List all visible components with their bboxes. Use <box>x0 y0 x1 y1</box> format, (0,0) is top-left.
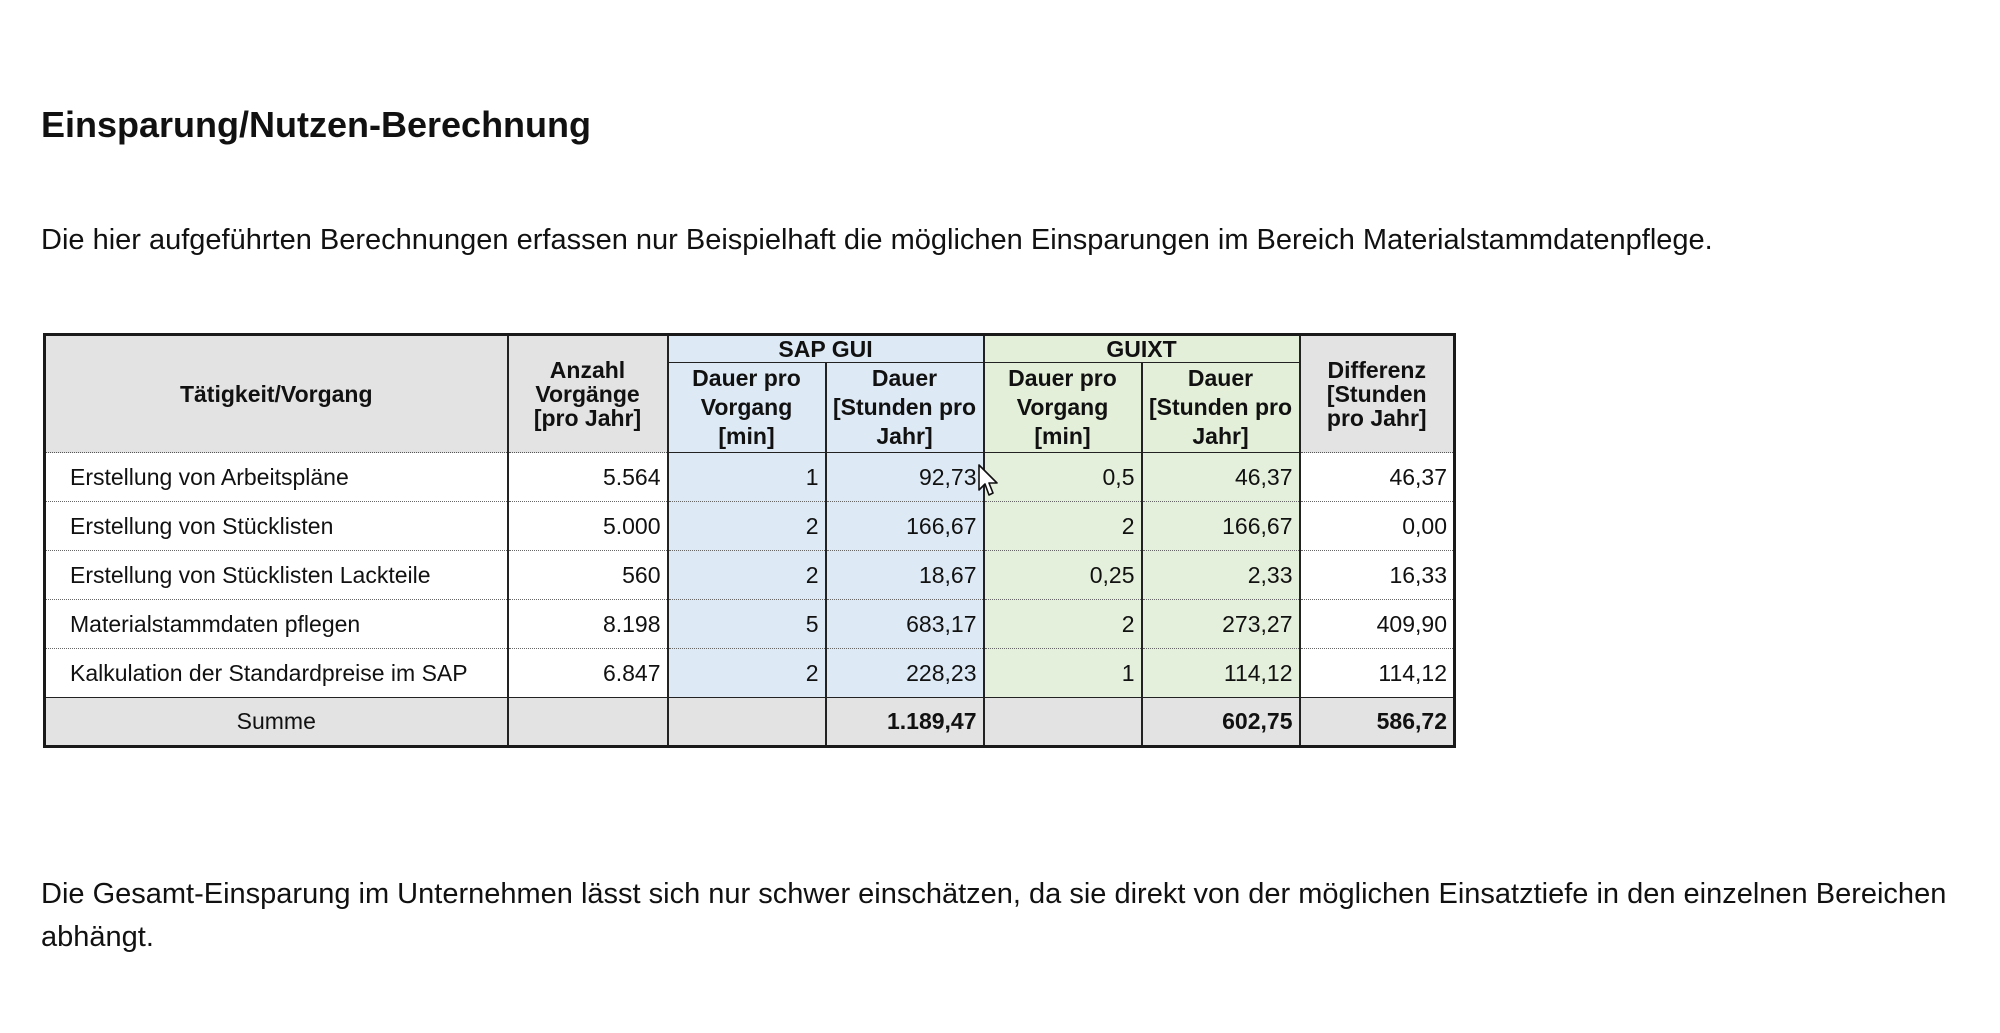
outro-paragraph: Die Gesamt-Einsparung im Unternehmen lässt sich nur schwer einschätzen, da sie direkt von der möglichen Einsatztiefe in den einzelnen Bereichen abhängt. <box>41 878 1947 953</box>
cell-guixt-min: 2 <box>984 600 1142 649</box>
cell-difference: 114,12 <box>1300 649 1455 698</box>
cell-difference: 46,37 <box>1300 453 1455 502</box>
cell-guixt-min: 0,25 <box>984 551 1142 600</box>
cell-guixt-min: 0,5 <box>984 453 1142 502</box>
table-row <box>45 502 1455 551</box>
intro-paragraph: Die hier aufgeführten Berechnungen erfassen nur Beispielhaft die möglichen Einsparungen im Bereich Materialstammdatenpflege. <box>41 224 1713 256</box>
table-row <box>45 453 1455 502</box>
savings-table-container <box>43 333 1456 748</box>
cell-guixt-min: 2 <box>984 502 1142 551</box>
cell-sap-min: 2 <box>668 502 826 551</box>
page-title: Einsparung/Nutzen-Berechnung <box>41 104 592 145</box>
mouse-cursor-icon <box>978 464 1000 498</box>
cell-difference: 409,90 <box>1300 600 1455 649</box>
cell-activity: Erstellung von Stücklisten Lackteile <box>45 551 508 600</box>
cell-count: 5.000 <box>508 502 668 551</box>
cell-difference: 16,33 <box>1300 551 1455 600</box>
table-row <box>45 649 1455 698</box>
table-row <box>45 551 1455 600</box>
cell-sap-hours: 166,67 <box>826 502 984 551</box>
header-difference: Differenz [Stunden pro Jahr] <box>1300 335 1455 453</box>
header-count: Anzahl Vorgänge [pro Jahr] <box>508 335 668 453</box>
cell-count: 6.847 <box>508 649 668 698</box>
cell-activity: Erstellung von Arbeitspläne <box>45 453 508 502</box>
header-guixt-duration-per-op: Dauer pro Vorgang [min] <box>984 363 1142 453</box>
header-activity: Tätigkeit/Vorgang <box>45 335 508 453</box>
cell-count: 5.564 <box>508 453 668 502</box>
cell-sap-min: 2 <box>668 551 826 600</box>
sum-sap-hours: 1.189,47 <box>826 698 984 747</box>
sum-sap-min-empty <box>668 698 826 747</box>
table-row <box>45 600 1455 649</box>
savings-table <box>43 333 1456 748</box>
cell-activity: Materialstammdaten pflegen <box>45 600 508 649</box>
cell-sap-hours: 228,23 <box>826 649 984 698</box>
cell-difference: 0,00 <box>1300 502 1455 551</box>
sum-guixt-min-empty <box>984 698 1142 747</box>
cell-sap-min: 1 <box>668 453 826 502</box>
cell-count: 8.198 <box>508 600 668 649</box>
header-guixt-duration-per-year: Dauer [Stunden pro Jahr] <box>1142 363 1300 453</box>
cell-guixt-min: 1 <box>984 649 1142 698</box>
sum-count-empty <box>508 698 668 747</box>
header-sap-duration-per-year: Dauer [Stunden pro Jahr] <box>826 363 984 453</box>
sum-label: Summe <box>45 698 508 747</box>
cell-sap-hours: 18,67 <box>826 551 984 600</box>
cell-sap-hours: 683,17 <box>826 600 984 649</box>
sum-difference: 586,72 <box>1300 698 1455 747</box>
cell-sap-min: 5 <box>668 600 826 649</box>
header-sap-gui: SAP GUI <box>668 335 984 363</box>
cell-guixt-hours: 273,27 <box>1142 600 1300 649</box>
cell-count: 560 <box>508 551 668 600</box>
header-sap-duration-per-op: Dauer pro Vorgang [min] <box>668 363 826 453</box>
header-guixt: GUIXT <box>984 335 1300 363</box>
cell-guixt-hours: 46,37 <box>1142 453 1300 502</box>
sum-guixt-hours: 602,75 <box>1142 698 1300 747</box>
cell-activity: Kalkulation der Standardpreise im SAP <box>45 649 508 698</box>
cell-sap-min: 2 <box>668 649 826 698</box>
cell-guixt-hours: 2,33 <box>1142 551 1300 600</box>
cell-guixt-hours: 166,67 <box>1142 502 1300 551</box>
cell-sap-hours: 92,73 <box>826 453 984 502</box>
sum-row <box>45 698 1455 747</box>
cell-activity: Erstellung von Stücklisten <box>45 502 508 551</box>
cell-guixt-hours: 114,12 <box>1142 649 1300 698</box>
